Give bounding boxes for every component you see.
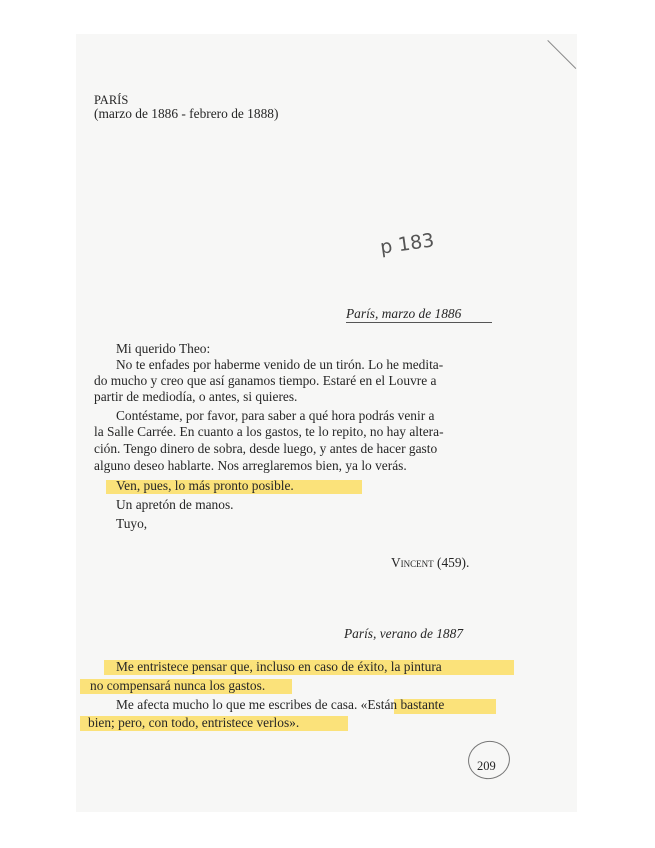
letter1-signature: Vincent (459). <box>391 555 470 570</box>
letter1-line-2: do mucho y creo que así ganamos tiempo. Estaré en el Louvre a <box>94 373 437 388</box>
dateline-underline <box>346 322 492 323</box>
letter2-line-1: Me entristece pensar que, incluso en caso de éxito, la pintura <box>116 659 442 674</box>
section-place: PARÍS <box>94 93 129 107</box>
letter2-line-3-highlighted: . «Están bastante <box>353 697 445 712</box>
letter2-line-3-plain: Me afecta mucho lo que me escribes de casa <box>116 697 354 712</box>
letter2-line-2-rest: . <box>261 678 266 693</box>
letter1-dateline: París, marzo de 1886 <box>346 306 462 321</box>
handwritten-note: p 183 <box>378 229 436 259</box>
letter1-line-4: Contéstame, por favor, para saber a qué hora podrás venir a <box>116 408 435 423</box>
page-number: 209 <box>477 759 496 773</box>
letter1-highlighted-line: Ven, pues, lo más pronto posible. <box>116 478 294 493</box>
letter2-dateline: París, verano de 1887 <box>344 626 464 641</box>
letter1-salutation: Mi querido Theo: <box>116 341 211 356</box>
letter2-line-2-highlighted: no compensará nunca los gastos <box>90 678 262 693</box>
letter2-line-2 <box>90 678 265 695</box>
letter1-line-6: ción. Tengo dinero de sobra, desde luego, y antes de hacer gasto <box>94 441 438 456</box>
letter2-line-4: bien; pero, con todo, entristece verlos». <box>88 715 300 730</box>
letter1-line-5: la Salle Carrée. En cuanto a los gastos, te lo repito, no hay altera- <box>94 424 444 439</box>
letter1-line-1: No te enfades por haberme venido de un tirón. Lo he medita- <box>116 357 444 372</box>
letter1-line-7: alguno deseo hablarte. Nos arreglaremos bien, ya lo verás. <box>94 458 407 473</box>
letter1-line-3: partir de mediodía, o antes, si quieres. <box>94 389 298 404</box>
letter1-closing-2: Tuyo, <box>116 516 148 531</box>
section-dates: (marzo de 1886 - febrero de 1888) <box>94 106 279 121</box>
letter1-closing-1: Un apretón de manos. <box>116 497 234 512</box>
letter2-line-3 <box>116 697 444 714</box>
